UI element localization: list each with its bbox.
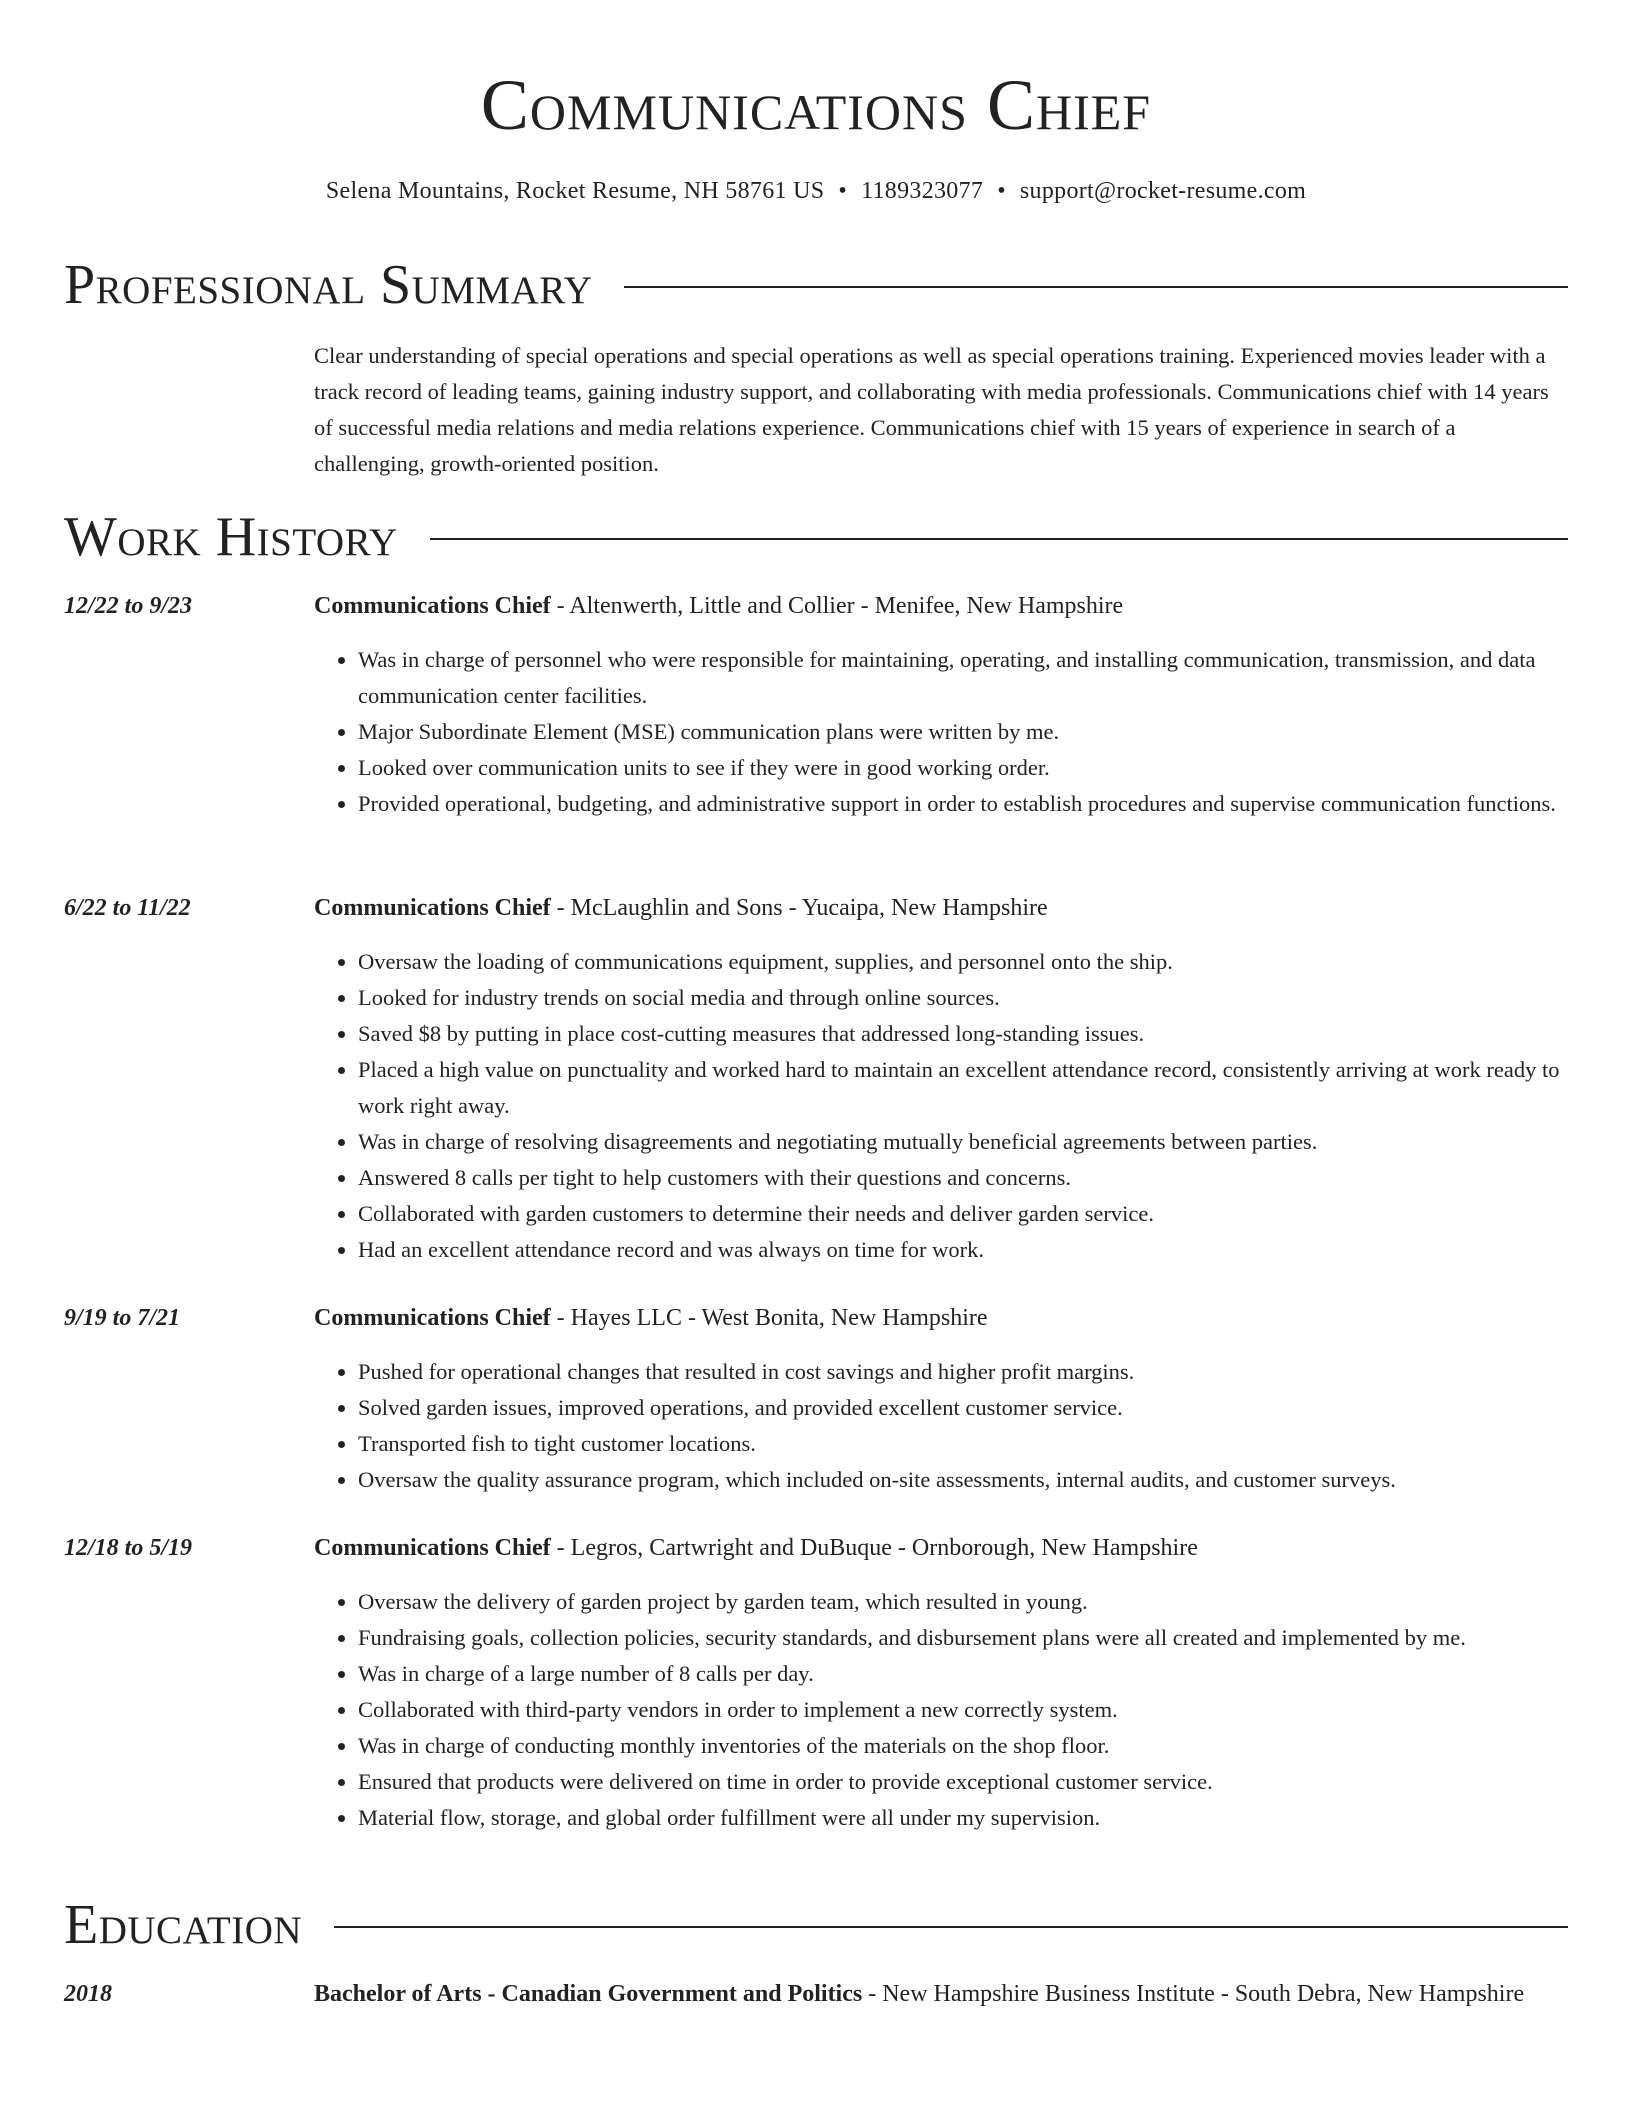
job-employer: - Altenwerth, Little and Collier - Menifee, New Hampshire (550, 593, 1124, 619)
job-bullet: • Material flow, storage, and global order fulfillment were all under my supervision. (358, 1800, 1568, 1836)
job-bullet: • Answered 8 calls per tight to help customers with their questions and concerns. (358, 1160, 1568, 1196)
section-divider (430, 538, 1568, 540)
job-bullet: • Oversaw the delivery of garden project by garden team, which resulted in young. (358, 1584, 1568, 1620)
education-degree: Bachelor of Arts - Canadian Government and Politics (314, 1981, 863, 2007)
job-bullet: • Ensured that products were delivered on time in order to provide exceptional customer service. (358, 1764, 1568, 1800)
education-heading: Education (64, 1894, 303, 1956)
job-bullet: • Was in charge of resolving disagreements and negotiating mutually beneficial agreements between parties. (358, 1124, 1568, 1160)
contact-separator: • (997, 178, 1006, 204)
job-bullet: • Oversaw the loading of communications equipment, supplies, and personnel onto the ship. (358, 944, 1568, 980)
job-dates: 12/22 to 9/23 (64, 593, 193, 619)
job-bullet: • Pushed for operational changes that resulted in cost savings and higher profit margins. (358, 1354, 1568, 1390)
job-bullet: • Saved $8 by putting in place cost-cutting measures that addressed long-standing issues. (358, 1016, 1568, 1052)
job-title: Communications Chief (314, 593, 551, 619)
job-bullet: • Fundraising goals, collection policies, security standards, and disbursement plans were all created and implemented by me. (358, 1620, 1568, 1656)
job-bullet: • Provided operational, budgeting, and administrative support in order to establish procedures and supervise communication functions. (358, 786, 1568, 822)
summary-text: Clear understanding of special operations and special operations as well as special operations training. Experienced movies leader with a track record of leading teams, gaining industry support, and collaborating with media professionals. Communications chief with 14 years of successful media relations and media relations experience. Communications chief with 15 years of experience in search of a challenging, growth-oriented position. (314, 343, 1549, 476)
contact-address: Selena Mountains, Rocket Resume, NH 58761 US (325, 178, 825, 204)
job-bullet: • Transported fish to tight customer locations. (358, 1426, 1568, 1462)
job-bullets (314, 642, 1568, 822)
job-bullet: • Was in charge of personnel who were responsible for maintaining, operating, and installing communication, transmission, and data communication center facilities. (358, 642, 1568, 714)
job-employer: - Legros, Cartwright and DuBuque - Ornborough, New Hampshire (550, 1535, 1198, 1561)
job-title-line (314, 1530, 1568, 1566)
contact-email: support@rocket-resume.com (1019, 178, 1307, 204)
job-bullet: • Oversaw the quality assurance program, which included on-site assessments, internal audits, and customer surveys. (358, 1462, 1568, 1498)
job-bullet: • Was in charge of a large number of 8 calls per day. (358, 1656, 1568, 1692)
job-dates: 9/19 to 7/21 (64, 1305, 181, 1331)
summary-heading: Professional Summary (64, 254, 593, 316)
job-bullets (314, 1354, 1568, 1498)
job-bullet: • Placed a high value on punctuality and worked hard to maintain an excellent attendance record, consistently arriving at work ready to work right away. (358, 1052, 1568, 1124)
job-title: Communications Chief (314, 895, 551, 921)
section-divider (334, 1926, 1568, 1928)
job-bullets (314, 944, 1568, 1268)
work-heading: Work History (64, 506, 398, 568)
job-bullet: • Had an excellent attendance record and was always on time for work. (358, 1232, 1568, 1268)
work-section-header (64, 502, 1568, 572)
job-title-line (314, 1300, 1568, 1336)
job-title-line (314, 890, 1568, 926)
job-title: Communications Chief (314, 1305, 551, 1331)
education-year: 2018 (64, 1981, 112, 2007)
summary-section-header (64, 250, 1568, 320)
contact-line (64, 174, 1568, 208)
contact-phone: 1189323077 (861, 178, 984, 204)
job-bullet: • Looked over communication units to see if they were in good working order. (358, 750, 1568, 786)
job-bullets (314, 1584, 1568, 1836)
job-employer: - McLaughlin and Sons - Yucaipa, New Hampshire (550, 895, 1048, 921)
section-divider (624, 286, 1568, 288)
job-bullet: • Solved garden issues, improved operations, and provided excellent customer service. (358, 1390, 1568, 1426)
contact-separator: • (838, 178, 848, 204)
education-school: - New Hampshire Business Institute - South Debra, New Hampshire (862, 1981, 1525, 2007)
education-section-header (64, 1890, 1568, 1960)
job-bullet: • Major Subordinate Element (MSE) communication plans were written by me. (358, 714, 1568, 750)
job-bullet: • Was in charge of conducting monthly inventories of the materials on the shop floor. (358, 1728, 1568, 1764)
education-detail (314, 1976, 1568, 2012)
job-bullet: • Collaborated with third-party vendors in order to implement a new correctly system. (358, 1692, 1568, 1728)
job-bullet: • Looked for industry trends on social media and through online sources. (358, 980, 1568, 1016)
job-title: Communications Chief (314, 1535, 551, 1561)
job-dates: 6/22 to 11/22 (64, 895, 191, 921)
job-employer: - Hayes LLC - West Bonita, New Hampshire (550, 1305, 988, 1331)
job-dates: 12/18 to 5/19 (64, 1535, 193, 1561)
job-bullet: • Collaborated with garden customers to determine their needs and deliver garden service. (358, 1196, 1568, 1232)
job-title-line (314, 588, 1568, 624)
resume-name: Communications Chief (480, 65, 1152, 145)
